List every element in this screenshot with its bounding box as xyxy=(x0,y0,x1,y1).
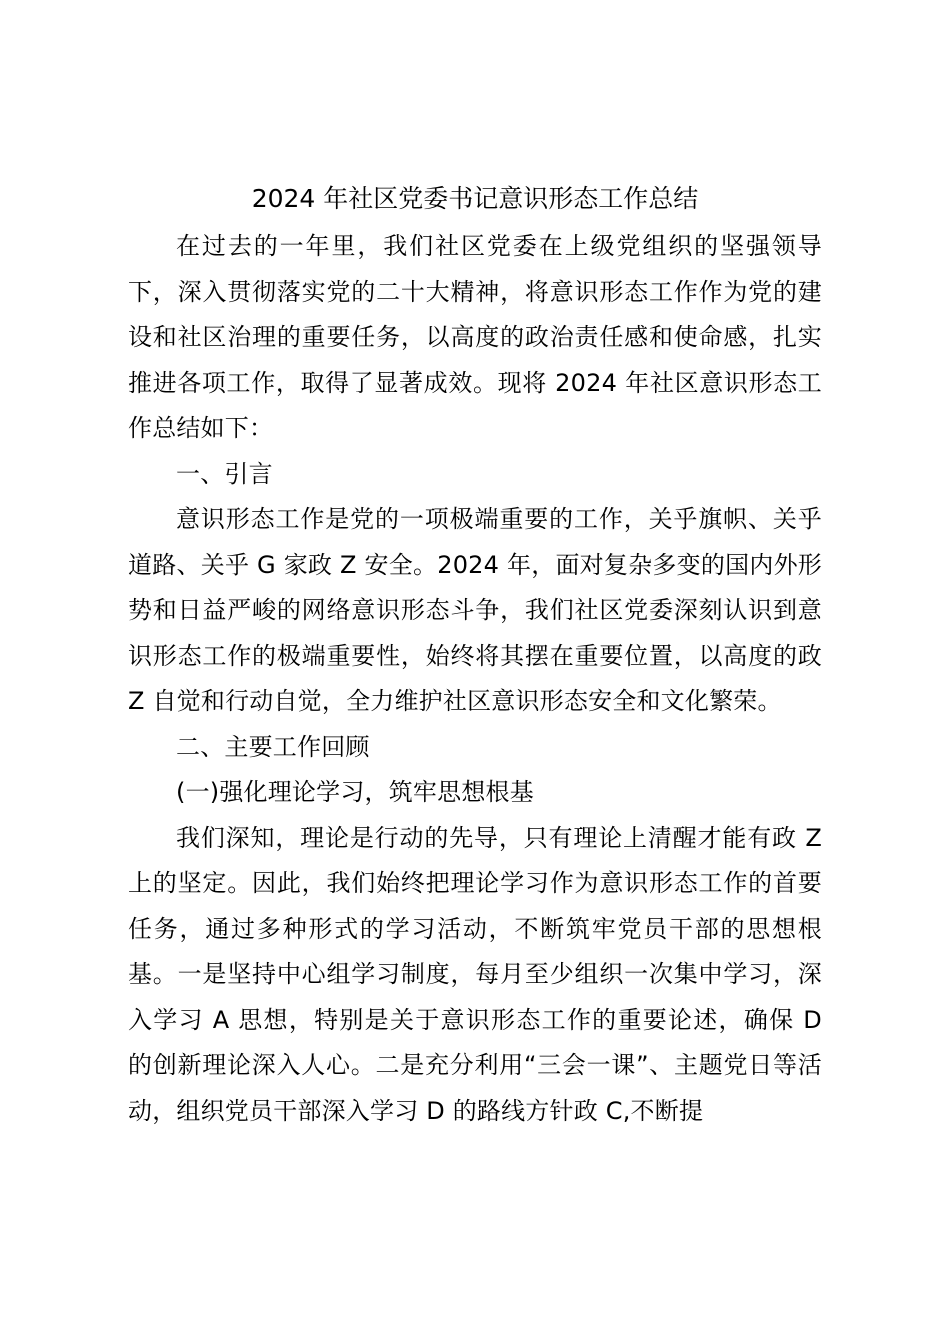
document-title: 2024 年社区党委书记意识形态工作总结 xyxy=(251,184,699,213)
section-heading-work-review: 二、主要工作回顾 xyxy=(176,732,370,761)
introduction-paragraph: 意识形态工作是党的一项极端重要的工作，关乎旗帜、关乎道路、关乎 G 家政 Z 安全。2024 年，面对复杂多变的国内外形势和日益严峻的网络意识形态斗争，我们社区党委深刻认识到意识形态工作的极端重要性，始终将其摆在重要位置，以高度的政 Z 自觉和行动自觉，全力维护社区意识形态安全和文化繁荣。 xyxy=(128,505,822,715)
intro-paragraph: 在过去的一年里，我们社区党委在上级党组织的坚强领导下，深入贯彻落实党的二十大精神，将意识形态工作作为党的建设和社区治理的重要任务，以高度的政治责任感和使命感，扎实推进各项工作，取得了显著成效。现将 2024 年社区意识形态工作总结如下： xyxy=(128,232,822,442)
subsection-heading-theory-study: (一)强化理论学习，筑牢思想根基 xyxy=(176,778,534,806)
document-body xyxy=(128,178,822,1134)
section-heading-introduction: 一、引言 xyxy=(176,459,273,488)
theory-study-paragraph: 我们深知，理论是行动的先导，只有理论上清醒才能有政 Z 上的坚定。因此，我们始终把理论学习作为意识形态工作的首要任务，通过多种形式的学习活动，不断筑牢党员干部的思想根基。一是坚持中心组学习制度，每月至少组织一次集中学习，深入学习 A 思想，特别是关于意识形态工作的重要论述，确保 D 的创新理论深入人心。二是充分利用“三会一课”、主题党日等活动，组织党员干部深入学习 D 的路线方针政 C,不断提 xyxy=(128,823,822,1125)
